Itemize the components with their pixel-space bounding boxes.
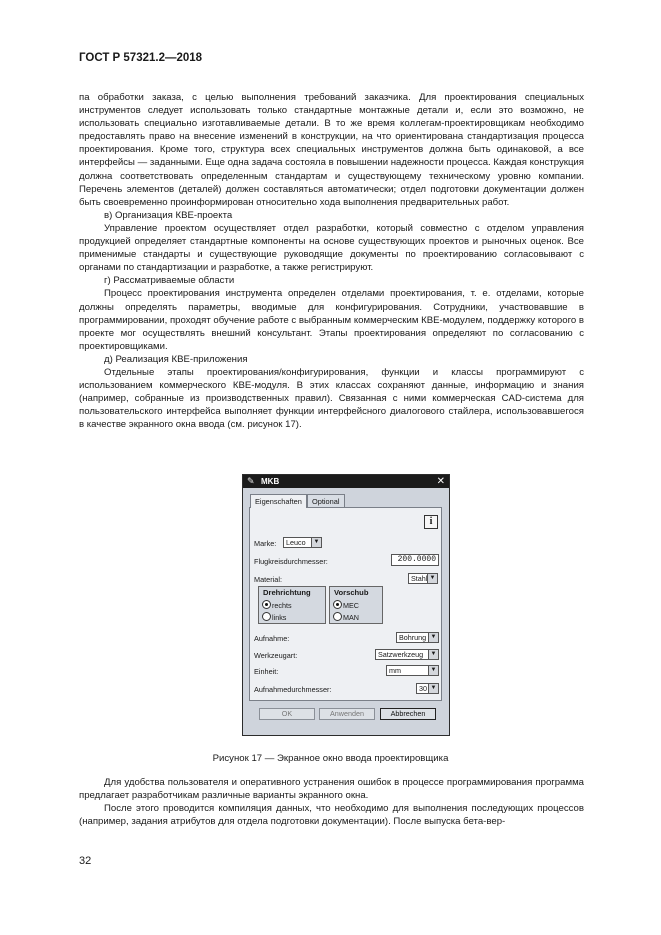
paragraph: Для удобства пользователя и оперативного устранения ошибок в процессе программирования программа предлагает разработчикам различные варианты экранного окна. [79, 777, 584, 802]
einheit-value: mm [389, 666, 401, 675]
radio-label: links [272, 613, 287, 622]
chevron-down-icon: ▼ [311, 538, 321, 547]
radio-unselected-icon [333, 612, 342, 621]
paragraph: Отдельные этапы проектирования/конфигурирования, функции и классы программируют с использованием коммерческого КВЕ-модуля. В этих классах сохраняют данные, информацию и знания (например, собранные из производственных правил). Связанная с ними коммерческая CAD-система для пользовательского интерфейса выполняет функции интерфейсного диалогового стайлера, использовавшегося в качестве экранного окна ввода (см. рисунок 17). [79, 366, 584, 431]
body-text-top [79, 91, 584, 431]
radio-rechts[interactable] [262, 600, 292, 610]
drehrichtung-group [258, 586, 326, 624]
dialog-titlebar [243, 475, 449, 488]
radio-selected-icon [262, 600, 271, 609]
marke-value: Leuco [286, 538, 306, 547]
radio-unselected-icon [262, 612, 271, 621]
body-text-bottom [79, 776, 584, 828]
close-icon[interactable]: ✕ [436, 476, 445, 487]
tool-icon: ✎ [247, 476, 255, 486]
werkzeugart-select[interactable] [375, 649, 439, 660]
material-select[interactable] [408, 573, 438, 584]
vorschub-group [329, 586, 383, 624]
radio-label: rechts [272, 601, 292, 610]
chevron-down-icon: ▼ [428, 684, 438, 693]
flugkreis-label: Flugkreisdurchmesser: [254, 557, 328, 566]
cancel-button[interactable]: Abbrechen [380, 708, 436, 720]
document-header: ГОСТ Р 57321.2—2018 [79, 52, 203, 64]
drehrichtung-title: Drehrichtung [263, 588, 311, 597]
apply-button[interactable]: Anwenden [319, 708, 375, 720]
dialog-title: MKB [261, 477, 280, 486]
paragraph: па обработки заказа, с целью выполнения требований заказчика. Для проектирования специальных инструментов следует использовать только стандартные монтажные детали и, если это возможно, не использовать специально изготавливаемые детали. В то же время коллегам-проектировщикам необходимо предоставлять право на внесение изменений в конструкции, на что ориентирована стандартизация процесса проектирования. Кроме того, структура всех специальных инструментов должна быть одинаковой, а все интерфейсы — заданными. Еще одна задача состояла в повышении надежности процесса. Каждая конструкция должна соответствовать определенным стандартам и существующему техническому уровню компании. Перечень элементов (деталей) должен составляться автоматически; отдел подготовки документации должен быть своевременно проинформирован относительно хода выполнения предварительных работ. [79, 92, 584, 208]
mkb-dialog [242, 474, 450, 736]
radio-label: MAN [343, 613, 359, 622]
tab-eigenschaften[interactable]: Eigenschaften [250, 494, 307, 508]
aufnahmedurchmesser-value: 30 [419, 684, 427, 693]
aufnahme-value: Bohrung [399, 633, 427, 642]
radio-selected-icon [333, 600, 342, 609]
aufnahmedurchmesser-select[interactable] [416, 683, 439, 694]
radio-mec[interactable] [333, 600, 359, 610]
ok-button[interactable]: OK [259, 708, 315, 720]
vorschub-title: Vorschub [334, 588, 369, 597]
info-button[interactable]: i [424, 515, 438, 529]
werkzeugart-value: Satzwerkzeug [378, 650, 424, 659]
subsection-heading: в) Организация КВЕ-проекта [104, 209, 233, 221]
subsection-heading: г) Рассматриваемые области [104, 275, 235, 287]
material-value: Stahl [411, 574, 428, 583]
chevron-down-icon: ▼ [427, 574, 437, 583]
marke-label: Marke: [254, 539, 277, 548]
page-number: 32 [79, 855, 92, 867]
einheit-select[interactable] [386, 665, 439, 676]
subsection-heading: д) Реализация КВЕ-приложения [104, 353, 248, 365]
marke-select[interactable] [283, 537, 322, 548]
paragraph: Процесс проектирования инструмента определен отделами проектирования, т. е. отделами, которые должны определять параметры, вводимые для конфигурирования. Сотрудники, участвовавшие в программировании, проходят обучение работе с выбранным коммерческим КВЕ-модулем, поддержку которого в проекте мог осуществлять внешний консультант. Этапы проектирования определяют по согласованию с проектировщиками. [79, 288, 584, 352]
radio-links[interactable] [262, 612, 286, 622]
paragraph: После этого проводится компиляция данных, что необходимо для выполнения последующих процессов (например, задания атрибутов для отдела подготовки документации). После выпуска бета-вер- [79, 803, 584, 828]
werkzeugart-label: Werkzeugart: [254, 651, 298, 660]
aufnahmedurchmesser-label: Aufnahmedurchmesser: [254, 685, 332, 694]
chevron-down-icon: ▼ [428, 633, 438, 642]
chevron-down-icon: ▼ [428, 666, 438, 675]
aufnahme-label: Aufnahme: [254, 634, 290, 643]
paragraph: Управление проектом осуществляет отдел разработки, который совместно с отделом управления продукцией определяет стандартные компоненты на основе существующих проектов и рыночных оценок. Все применимые стандарты и существующие руководящие документы по проектированию согласовывают с органами по стандартизации и разработке, а также регистрируют. [79, 222, 584, 274]
radio-label: MEC [343, 601, 359, 610]
material-label: Material: [254, 575, 282, 584]
figure-caption: Рисунок 17 — Экранное окно ввода проектировщика [212, 753, 449, 764]
chevron-down-icon: ▼ [428, 650, 438, 659]
radio-man[interactable] [333, 612, 359, 622]
einheit-label: Einheit: [254, 667, 279, 676]
flugkreis-input[interactable]: 200.0000 [391, 554, 439, 566]
tab-optional[interactable]: Optional [307, 494, 345, 507]
properties-panel [249, 507, 442, 701]
aufnahme-select[interactable] [396, 632, 439, 643]
